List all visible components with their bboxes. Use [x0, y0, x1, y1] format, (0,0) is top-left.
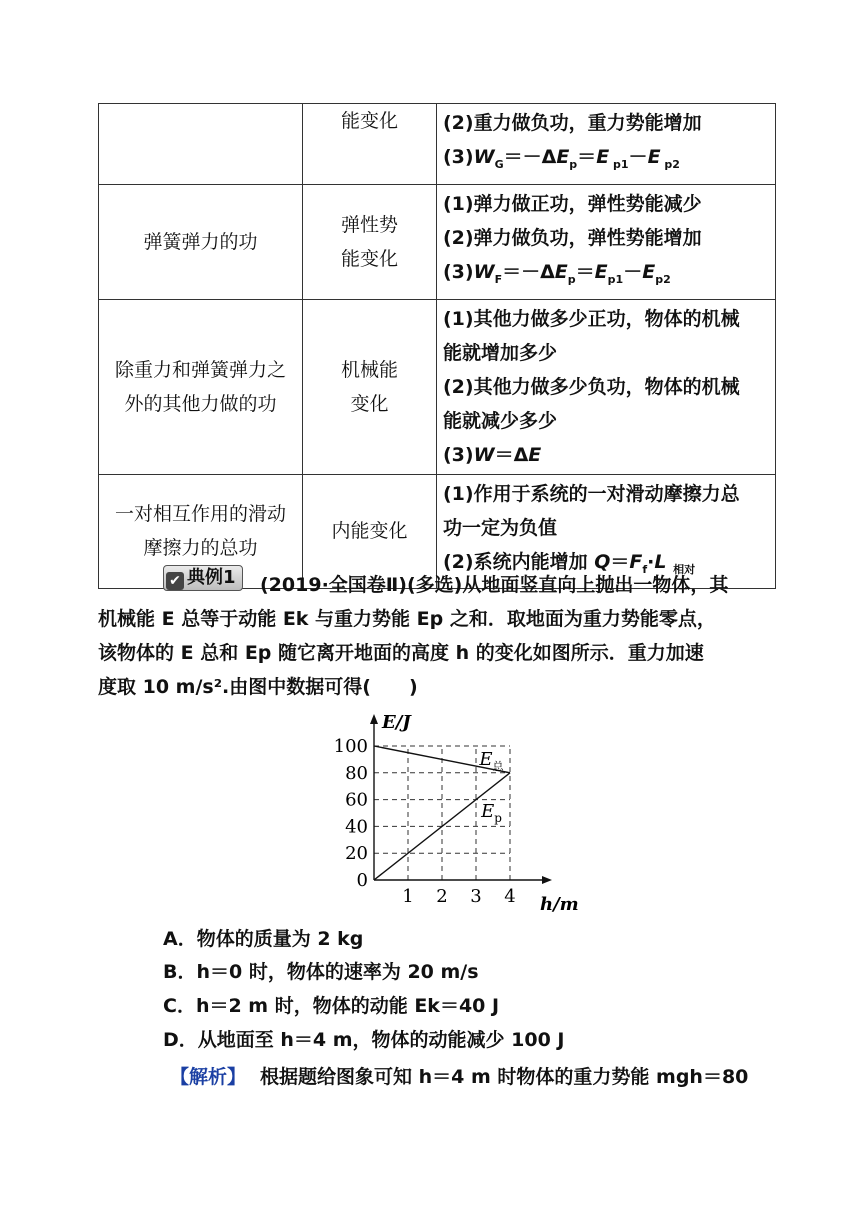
- work-type-cell: 弹簧弹力的功: [99, 184, 303, 299]
- x-tick-label: 4: [504, 886, 516, 907]
- y-axis-label: E/J: [382, 712, 411, 733]
- energy-change-cell: 能变化: [303, 104, 437, 185]
- work-type-cell: [99, 104, 303, 185]
- x-tick-label: 1: [402, 886, 414, 907]
- table-row: [99, 184, 776, 299]
- option-a[interactable]: A．物体的质量为 2 kg: [163, 928, 364, 950]
- example-badge: ✔ 典例1: [163, 565, 243, 591]
- formula-q: (2)系统内能增加 $Q=F_f\cdot L$ $_{相对}$: [443, 550, 696, 576]
- work-type-cell: 一对相互作用的滑动 摩擦力的总功: [99, 474, 303, 589]
- example-line-2: 机械能 E 总等于动能 Ek 与重力势能 Ep 之和．取地面为重力势能零点，: [98, 608, 716, 630]
- energy-height-chart: [320, 712, 580, 912]
- energy-change-cell: 弹性势 能变化: [303, 184, 437, 299]
- y-tick-label: 100: [333, 736, 368, 757]
- x-axis-label: h/m: [540, 894, 579, 912]
- formula-w: (3)W＝ΔE: [443, 443, 542, 466]
- relation-cell: (1)其他力做多少正功，物体的机械 能就增加多少 (2)其他力做多少负功，物体的机械 能就减少多少 (3)W＝ΔE: [437, 299, 776, 474]
- table-row: [99, 104, 776, 185]
- y-axis-arrow: [370, 714, 378, 724]
- analysis-line: [170, 1062, 748, 1089]
- example-line-3: 该物体的 E 总和 Ep 随它离开地面的高度 h 的变化如图所示．重力加速: [98, 642, 704, 664]
- chart-axes: [370, 712, 579, 912]
- formula-wg: $(3)W_G=-\Delta E_p=E$ $_{p1}$－E $_{p2}$: [443, 146, 680, 171]
- y-tick-label: 80: [345, 762, 368, 784]
- energy-work-table: [98, 103, 776, 589]
- relation-cell: (1)弹力做正功，弹性势能减少 (2)弹力做负功，弹性势能增加 $(3)W_F=-\Delta E_p=E_{p1}-E_{p2}$: [437, 184, 776, 299]
- example-line-4: 度取 10 m/s².由图中数据可得( ): [98, 676, 418, 698]
- option-d[interactable]: D．从地面至 h＝4 m，物体的动能减少 100 J: [163, 1029, 565, 1051]
- x-axis-arrow: [542, 876, 552, 884]
- option-c[interactable]: C．h＝2 m 时，物体的动能 Ek＝40 J: [163, 995, 500, 1017]
- analysis-text: 根据题给图象可知 h＝4 m 时物体的重力势能 mgh＝80: [260, 1066, 749, 1088]
- series-label-e-total: $E_总$: [479, 748, 504, 773]
- check-icon: ✔: [166, 572, 184, 590]
- x-tick-label: 3: [470, 886, 482, 907]
- table-row: [99, 299, 776, 474]
- y-tick-label: 20: [345, 843, 368, 865]
- example-line-1: (2019·全国卷Ⅱ)(多选)从地面竖直向上抛出一物体，其: [260, 574, 729, 596]
- analysis-tag: 【解析】: [170, 1066, 247, 1088]
- energy-change-cell: 机械能 变化: [303, 299, 437, 474]
- work-type-cell: 除重力和弹簧弹力之 外的其他力做的功: [99, 299, 303, 474]
- relation-cell: (1)作用于系统的一对滑动摩擦力总 功一定为负值 (2)系统内能增加 $Q=F_f\cdot L$ $_{相对}$: [437, 474, 776, 589]
- y-tick-label: 0: [356, 870, 368, 891]
- option-b[interactable]: B．h＝0 时，物体的速率为 20 m/s: [163, 961, 479, 983]
- formula-wf: $(3)W_F=-\Delta E_p=E_{p1}-E_{p2}$: [443, 260, 671, 286]
- y-tick-label: 40: [345, 816, 368, 838]
- energy-change-cell: 内能变化: [303, 474, 437, 589]
- x-tick-label: 2: [436, 886, 448, 907]
- y-tick-label: 60: [345, 789, 368, 811]
- series-label-ep: $E_p$: [481, 801, 502, 826]
- relation-cell: (2)重力做负功，重力势能增加 $(3)W_G=-\Delta E_p=E$ $_{p1}$－E $_{p2}$: [437, 104, 776, 185]
